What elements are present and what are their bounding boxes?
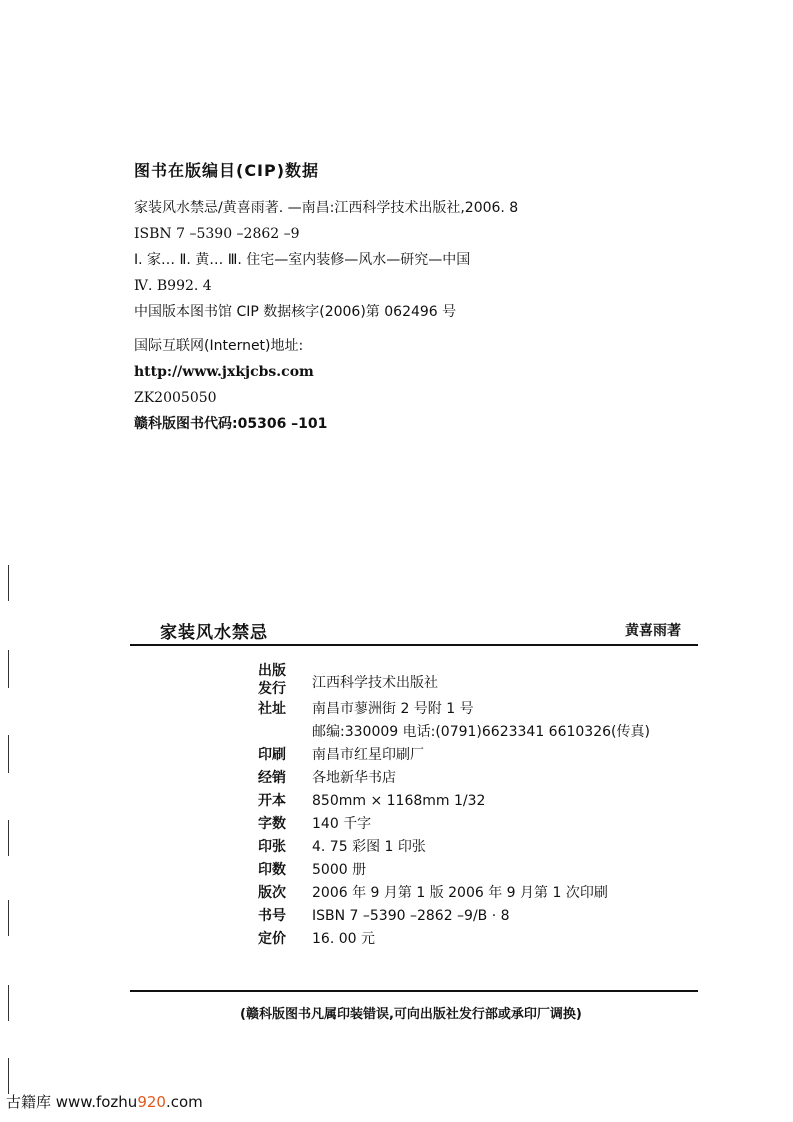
cip-title: 图书在版编目(CIP)数据 — [134, 161, 320, 180]
publisher-code: ZK2005050 — [134, 390, 217, 406]
scan-edge-mark — [8, 735, 9, 773]
wordcount-label: 字数 — [258, 816, 286, 832]
edition-value: 2006 年 9 月第 1 版 2006 年 9 月第 1 次印刷 — [312, 885, 608, 901]
publisher-value: 江西科学技术出版社 — [312, 675, 438, 691]
colophon-row-printrun — [258, 859, 698, 882]
site-watermark[interactable] — [6, 1091, 203, 1112]
divider-bottom — [130, 990, 698, 992]
address-label: 社址 — [258, 701, 286, 717]
colophon-row-publisher — [258, 662, 698, 698]
colophon-row-sheets — [258, 836, 698, 859]
colophon-row-edition — [258, 882, 698, 905]
watermark-prefix: 古籍库 www.fozhu — [6, 1093, 138, 1111]
book-author: 黄喜雨著 — [625, 623, 681, 639]
watermark-number: 920 — [137, 1093, 166, 1111]
format-label: 开本 — [258, 793, 286, 809]
scan-edge-mark — [8, 820, 9, 856]
isbn-label: 书号 — [258, 908, 286, 924]
divider-top — [130, 644, 698, 646]
colophon-table — [258, 662, 698, 951]
colophon-row-address — [258, 698, 698, 721]
edition-label: 版次 — [258, 885, 286, 901]
colophon-row-isbn — [258, 905, 698, 928]
scan-edge-mark — [8, 900, 9, 936]
cip-line-subjects: Ⅰ. 家… Ⅱ. 黄… Ⅲ. 住宅—室内装修—风水—研究—中国 — [134, 252, 471, 268]
printrun-value: 5000 册 — [312, 862, 367, 878]
wordcount-value: 140 千字 — [312, 816, 372, 832]
printer-label: 印刷 — [258, 747, 286, 763]
publisher-website-link[interactable]: http://www.jxkjcbs.com — [134, 364, 314, 380]
internet-address-label: 国际互联网(Internet)地址: — [134, 338, 304, 354]
cip-block — [134, 158, 694, 437]
colophon-row-printer — [258, 744, 698, 767]
printrun-label: 印数 — [258, 862, 286, 878]
cip-line-classification: Ⅳ. B992. 4 — [134, 278, 212, 294]
colophon-row-contact — [258, 721, 698, 744]
cip-line-citation: 家装风水禁忌/黄喜雨著. —南昌:江西科学技术出版社,2006. 8 — [134, 200, 519, 216]
address-value: 南昌市蓼洲街 2 号附 1 号 — [312, 701, 474, 717]
publisher-label: 出版 发行 — [258, 663, 286, 697]
price-value: 16. 00 元 — [312, 931, 375, 947]
book-code: 赣科版图书代码:05306 –101 — [134, 416, 328, 432]
distributor-value: 各地新华书店 — [312, 770, 396, 786]
format-value: 850mm × 1168mm 1/32 — [312, 793, 486, 809]
colophon-row-format — [258, 790, 698, 813]
colophon-row-distributor — [258, 767, 698, 790]
scan-edge-mark — [8, 985, 9, 1021]
printing-error-note: (赣科版图书凡属印装错误,可向出版社发行部或承印厂调换) — [240, 1007, 582, 1022]
isbn-value: ISBN 7 –5390 –2862 –9/B · 8 — [312, 908, 510, 924]
colophon-row-price — [258, 928, 698, 951]
sheets-value: 4. 75 彩图 1 印张 — [312, 839, 426, 855]
cip-line-isbn: ISBN 7 –5390 –2862 –9 — [134, 226, 300, 242]
cip-line-record-number: 中国版本图书馆 CIP 数据核字(2006)第 062496 号 — [134, 304, 457, 320]
colophon-row-wordcount — [258, 813, 698, 836]
book-title: 家装风水禁忌 — [160, 623, 268, 643]
distributor-label: 经销 — [258, 770, 286, 786]
price-label: 定价 — [258, 931, 286, 947]
sheets-label: 印张 — [258, 839, 286, 855]
printer-value: 南昌市红星印刷厂 — [312, 747, 424, 763]
scan-edge-mark — [8, 565, 9, 601]
contact-value: 邮编:330009 电话:(0791)6623341 6610326(传真) — [312, 724, 650, 740]
watermark-suffix: .com — [165, 1093, 203, 1111]
scan-edge-mark — [8, 650, 9, 688]
scan-edge-mark — [8, 1058, 9, 1094]
